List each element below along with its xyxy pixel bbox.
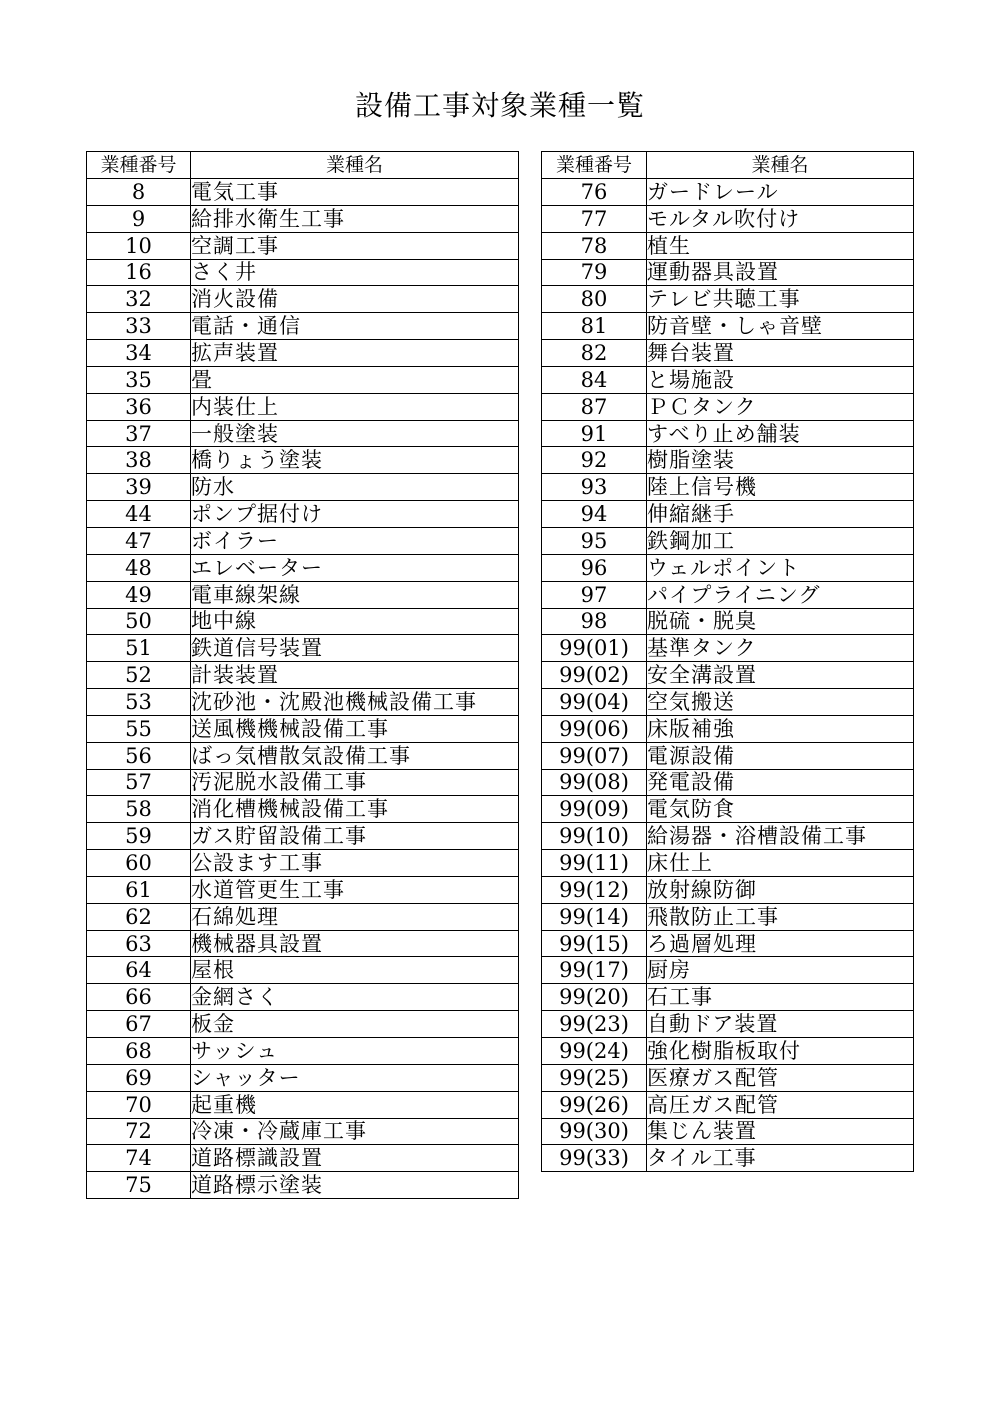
industry-name: 電話・通信 xyxy=(191,313,519,340)
industry-name: 床版補強 xyxy=(647,715,914,742)
industry-number: 99(10) xyxy=(542,823,647,850)
header-name: 業種名 xyxy=(191,152,519,179)
table-row xyxy=(542,232,914,259)
table-row xyxy=(87,662,519,689)
table-row xyxy=(542,984,914,1011)
industry-name: すべり止め舗装 xyxy=(647,420,914,447)
table-row xyxy=(87,876,519,903)
industry-number: 99(08) xyxy=(542,769,647,796)
table-body-left xyxy=(87,179,519,1199)
table-row xyxy=(542,1091,914,1118)
industry-number: 80 xyxy=(542,286,647,313)
table-row xyxy=(87,742,519,769)
table-row xyxy=(87,903,519,930)
industry-name: エレベーター xyxy=(191,554,519,581)
industry-number: 99(06) xyxy=(542,715,647,742)
industry-name: 脱硫・脱臭 xyxy=(647,608,914,635)
industry-name: 医療ガス配管 xyxy=(647,1064,914,1091)
table-row xyxy=(542,420,914,447)
industry-name: 沈砂池・沈殿池機械設備工事 xyxy=(191,689,519,716)
industry-number: 16 xyxy=(87,259,191,286)
industry-name: 高圧ガス配管 xyxy=(647,1091,914,1118)
industry-number: 99(24) xyxy=(542,1038,647,1065)
header-number: 業種番号 xyxy=(87,152,191,179)
table-row xyxy=(542,1145,914,1172)
industry-number: 99(30) xyxy=(542,1118,647,1145)
table-row xyxy=(542,447,914,474)
table-row xyxy=(542,286,914,313)
industry-name: 一般塗装 xyxy=(191,420,519,447)
table-row xyxy=(542,1064,914,1091)
industry-number: 62 xyxy=(87,903,191,930)
industry-name: 冷凍・冷蔵庫工事 xyxy=(191,1118,519,1145)
table-row xyxy=(87,850,519,877)
table-row xyxy=(542,635,914,662)
industry-name: ウェルポイント xyxy=(647,554,914,581)
industry-number: 8 xyxy=(87,179,191,206)
table-row xyxy=(542,903,914,930)
industry-number: 68 xyxy=(87,1038,191,1065)
industry-number: 99(17) xyxy=(542,957,647,984)
industry-name: ろ過層処理 xyxy=(647,930,914,957)
table-row xyxy=(87,1038,519,1065)
table-row xyxy=(542,796,914,823)
industry-name: 電気防食 xyxy=(647,796,914,823)
industry-number: 66 xyxy=(87,984,191,1011)
table-row xyxy=(87,286,519,313)
industry-number: 53 xyxy=(87,689,191,716)
industry-number: 99(12) xyxy=(542,876,647,903)
industry-number: 91 xyxy=(542,420,647,447)
industry-number: 95 xyxy=(542,527,647,554)
industry-number: 74 xyxy=(87,1145,191,1172)
table-row xyxy=(87,447,519,474)
industry-name: ばっ気槽散気設備工事 xyxy=(191,742,519,769)
table-row xyxy=(87,340,519,367)
table-row xyxy=(87,984,519,1011)
industry-number: 99(33) xyxy=(542,1145,647,1172)
table-row xyxy=(542,474,914,501)
table-row xyxy=(542,930,914,957)
industry-name: 消火設備 xyxy=(191,286,519,313)
table-row xyxy=(542,259,914,286)
table-row xyxy=(542,957,914,984)
industry-table-right xyxy=(541,151,914,1172)
table-row xyxy=(542,554,914,581)
industry-name: 板金 xyxy=(191,1011,519,1038)
industry-name: 床仕上 xyxy=(647,850,914,877)
industry-number: 99(25) xyxy=(542,1064,647,1091)
table-row xyxy=(542,205,914,232)
table-row xyxy=(542,581,914,608)
industry-number: 99(07) xyxy=(542,742,647,769)
industry-number: 55 xyxy=(87,715,191,742)
industry-number: 37 xyxy=(87,420,191,447)
industry-number: 99(01) xyxy=(542,635,647,662)
table-row xyxy=(87,1118,519,1145)
industry-name: 電気工事 xyxy=(191,179,519,206)
table-row xyxy=(542,1038,914,1065)
table-row xyxy=(542,769,914,796)
table-row xyxy=(542,608,914,635)
industry-number: 56 xyxy=(87,742,191,769)
industry-number: 9 xyxy=(87,205,191,232)
table-header-row xyxy=(542,152,914,179)
table-row xyxy=(87,796,519,823)
table-row xyxy=(542,823,914,850)
table-row xyxy=(87,823,519,850)
table-row xyxy=(542,527,914,554)
industry-number: 50 xyxy=(87,608,191,635)
table-row xyxy=(87,366,519,393)
table-row xyxy=(87,608,519,635)
industry-number: 99(15) xyxy=(542,930,647,957)
table-row xyxy=(542,662,914,689)
industry-number: 47 xyxy=(87,527,191,554)
table-row xyxy=(87,420,519,447)
industry-name: サッシュ xyxy=(191,1038,519,1065)
industry-number: 76 xyxy=(542,179,647,206)
industry-name: ガードレール xyxy=(647,179,914,206)
industry-name: 給湯器・浴槽設備工事 xyxy=(647,823,914,850)
industry-number: 72 xyxy=(87,1118,191,1145)
table-row xyxy=(87,1011,519,1038)
industry-name: モルタル吹付け xyxy=(647,205,914,232)
industry-number: 98 xyxy=(542,608,647,635)
industry-name: と場施設 xyxy=(647,366,914,393)
industry-number: 77 xyxy=(542,205,647,232)
industry-name: ガス貯留設備工事 xyxy=(191,823,519,850)
industry-number: 38 xyxy=(87,447,191,474)
table-row xyxy=(87,527,519,554)
table-row xyxy=(87,205,519,232)
industry-name: 石綿処理 xyxy=(191,903,519,930)
industry-number: 48 xyxy=(87,554,191,581)
table-row xyxy=(542,393,914,420)
industry-number: 93 xyxy=(542,474,647,501)
table-row xyxy=(87,1145,519,1172)
industry-name: 集じん装置 xyxy=(647,1118,914,1145)
industry-number: 94 xyxy=(542,501,647,528)
industry-number: 99(04) xyxy=(542,689,647,716)
industry-name: 陸上信号機 xyxy=(647,474,914,501)
table-body-right xyxy=(542,179,914,1172)
industry-name: 基準タンク xyxy=(647,635,914,662)
industry-name: 道路標識設置 xyxy=(191,1145,519,1172)
industry-number: 75 xyxy=(87,1172,191,1199)
table-row xyxy=(542,850,914,877)
industry-name: 送風機機械設備工事 xyxy=(191,715,519,742)
industry-number: 87 xyxy=(542,393,647,420)
table-row xyxy=(542,340,914,367)
industry-number: 82 xyxy=(542,340,647,367)
table-row xyxy=(87,1172,519,1199)
industry-number: 99(02) xyxy=(542,662,647,689)
table-row xyxy=(542,689,914,716)
industry-name: 地中線 xyxy=(191,608,519,635)
industry-name: 伸縮継手 xyxy=(647,501,914,528)
industry-name: 強化樹脂板取付 xyxy=(647,1038,914,1065)
industry-number: 33 xyxy=(87,313,191,340)
table-row xyxy=(87,1064,519,1091)
industry-number: 78 xyxy=(542,232,647,259)
table-row xyxy=(87,313,519,340)
table-row xyxy=(87,474,519,501)
table-row xyxy=(542,742,914,769)
table-header-row xyxy=(87,152,519,179)
industry-number: 99(09) xyxy=(542,796,647,823)
header-name: 業種名 xyxy=(647,152,914,179)
industry-name: 厨房 xyxy=(647,957,914,984)
industry-name: 金網さく xyxy=(191,984,519,1011)
industry-name: 給排水衛生工事 xyxy=(191,205,519,232)
industry-number: 99(20) xyxy=(542,984,647,1011)
industry-name: 自動ドア装置 xyxy=(647,1011,914,1038)
table-row xyxy=(542,1011,914,1038)
industry-name: 空気搬送 xyxy=(647,689,914,716)
industry-number: 60 xyxy=(87,850,191,877)
industry-number: 99(11) xyxy=(542,850,647,877)
industry-number: 10 xyxy=(87,232,191,259)
industry-name: 空調工事 xyxy=(191,232,519,259)
table-row xyxy=(542,1118,914,1145)
industry-name: 電車線架線 xyxy=(191,581,519,608)
industry-name: 放射線防御 xyxy=(647,876,914,903)
industry-name: パイプライニング xyxy=(647,581,914,608)
industry-name: 内装仕上 xyxy=(191,393,519,420)
industry-number: 49 xyxy=(87,581,191,608)
industry-number: 57 xyxy=(87,769,191,796)
table-row xyxy=(87,179,519,206)
table-row xyxy=(542,501,914,528)
industry-number: 99(26) xyxy=(542,1091,647,1118)
industry-name: 舞台装置 xyxy=(647,340,914,367)
table-row xyxy=(87,259,519,286)
industry-number: 32 xyxy=(87,286,191,313)
industry-name: ボイラー xyxy=(191,527,519,554)
industry-name: 運動器具設置 xyxy=(647,259,914,286)
page-title: 設備工事対象業種一覧 xyxy=(354,89,645,122)
industry-name: タイル工事 xyxy=(647,1145,914,1172)
table-row xyxy=(87,715,519,742)
industry-name: 汚泥脱水設備工事 xyxy=(191,769,519,796)
table-row xyxy=(87,501,519,528)
industry-name: 電源設備 xyxy=(647,742,914,769)
industry-number: 51 xyxy=(87,635,191,662)
industry-number: 44 xyxy=(87,501,191,528)
industry-number: 97 xyxy=(542,581,647,608)
industry-name: 屋根 xyxy=(191,957,519,984)
table-row xyxy=(87,393,519,420)
industry-number: 96 xyxy=(542,554,647,581)
table-row xyxy=(542,715,914,742)
industry-number: 99(14) xyxy=(542,903,647,930)
industry-number: 81 xyxy=(542,313,647,340)
table-row xyxy=(87,581,519,608)
industry-name: 拡声装置 xyxy=(191,340,519,367)
industry-number: 67 xyxy=(87,1011,191,1038)
header-number: 業種番号 xyxy=(542,152,647,179)
industry-name: さく井 xyxy=(191,259,519,286)
table-row xyxy=(87,957,519,984)
industry-number: 79 xyxy=(542,259,647,286)
industry-number: 63 xyxy=(87,930,191,957)
industry-name: 鉄道信号装置 xyxy=(191,635,519,662)
table-row xyxy=(542,366,914,393)
industry-number: 70 xyxy=(87,1091,191,1118)
industry-number: 84 xyxy=(542,366,647,393)
industry-name: 畳 xyxy=(191,366,519,393)
industry-name: 樹脂塗装 xyxy=(647,447,914,474)
industry-name: 消化槽機械設備工事 xyxy=(191,796,519,823)
industry-name: 鉄鋼加工 xyxy=(647,527,914,554)
table-row xyxy=(87,554,519,581)
industry-number: 59 xyxy=(87,823,191,850)
industry-number: 58 xyxy=(87,796,191,823)
industry-number: 92 xyxy=(542,447,647,474)
industry-name: 飛散防止工事 xyxy=(647,903,914,930)
industry-name: 石工事 xyxy=(647,984,914,1011)
industry-name: ポンプ据付け xyxy=(191,501,519,528)
industry-number: 36 xyxy=(87,393,191,420)
industry-number: 52 xyxy=(87,662,191,689)
industry-name: 発電設備 xyxy=(647,769,914,796)
industry-name: 安全溝設置 xyxy=(647,662,914,689)
table-row xyxy=(87,689,519,716)
table-row xyxy=(542,179,914,206)
table-row xyxy=(87,1091,519,1118)
industry-name: 道路標示塗装 xyxy=(191,1172,519,1199)
industry-name: ＰＣタンク xyxy=(647,393,914,420)
industry-name: 防水 xyxy=(191,474,519,501)
industry-number: 64 xyxy=(87,957,191,984)
industry-number: 34 xyxy=(87,340,191,367)
industry-name: 防音壁・しゃ音壁 xyxy=(647,313,914,340)
table-row xyxy=(87,635,519,662)
industry-name: シャッター xyxy=(191,1064,519,1091)
table-row xyxy=(87,769,519,796)
industry-name: 起重機 xyxy=(191,1091,519,1118)
industry-number: 69 xyxy=(87,1064,191,1091)
industry-number: 35 xyxy=(87,366,191,393)
industry-number: 99(23) xyxy=(542,1011,647,1038)
industry-name: 機械器具設置 xyxy=(191,930,519,957)
industry-table-left xyxy=(86,151,519,1199)
industry-name: 植生 xyxy=(647,232,914,259)
industry-name: 計装装置 xyxy=(191,662,519,689)
industry-name: 水道管更生工事 xyxy=(191,876,519,903)
table-row xyxy=(542,313,914,340)
table-row xyxy=(87,232,519,259)
industry-number: 61 xyxy=(87,876,191,903)
industry-name: 公設ます工事 xyxy=(191,850,519,877)
table-row xyxy=(542,876,914,903)
industry-name: 橋りょう塗装 xyxy=(191,447,519,474)
industry-name: テレビ共聴工事 xyxy=(647,286,914,313)
table-row xyxy=(87,930,519,957)
industry-number: 39 xyxy=(87,474,191,501)
